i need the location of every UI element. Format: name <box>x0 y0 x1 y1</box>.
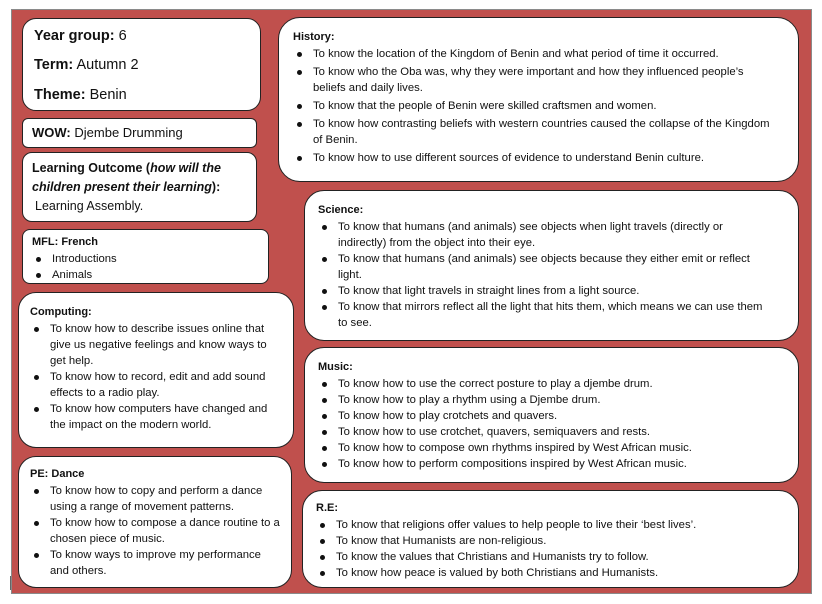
computing-title: Computing: <box>30 306 92 318</box>
list-item: To know how to compose a dance routine to a chosen piece of music. <box>30 515 282 547</box>
learning-outcome-box <box>22 152 257 222</box>
list-item: To know how to play crotchets and quavers. <box>318 408 778 424</box>
year-term-theme-box <box>22 18 261 111</box>
science-box <box>304 190 799 341</box>
learning-outcome-heading <box>32 159 247 197</box>
wow-value: Djembe Drumming <box>74 125 183 140</box>
list-item: To know the location of the Kingdom of Benin and what period of time it occurred. <box>293 46 770 62</box>
list-item: To know who the Oba was, why they were important and how they influenced people’s beliefs and daily lives. <box>293 64 770 96</box>
pe-box <box>18 456 292 588</box>
list-item: To know how to describe issues online that give us negative feelings and know ways to get help. <box>30 321 284 369</box>
mfl-box <box>22 229 269 284</box>
term-line <box>34 55 249 75</box>
list-item: Animals <box>32 267 259 283</box>
wow-label: WOW: <box>32 125 71 140</box>
computing-list <box>30 321 284 433</box>
list-item: To know ways to improve my performance and others. <box>30 547 282 579</box>
list-item: To know that religions offer values to help people to live their ‘best lives’. <box>316 517 778 533</box>
list-item: To know how to compose own rhythms inspired by West African music. <box>318 440 778 456</box>
list-item: To know how to copy and perform a dance using a range of movement patterns. <box>30 483 282 515</box>
theme-line <box>34 85 249 105</box>
wow-line <box>32 124 247 142</box>
history-list <box>293 46 770 166</box>
list-item: To know how to use the correct posture to play a djembe drum. <box>318 376 778 392</box>
list-item: To know how computers have changed and the impact on the modern world. <box>30 401 284 433</box>
theme-label: Theme: <box>34 87 86 103</box>
list-item: To know that mirrors reflect all the light that hits them, which means we can use them to see. <box>318 299 764 331</box>
list-item: To know how peace is valued by both Christians and Humanists. <box>316 565 778 581</box>
science-title: Science: <box>318 204 364 216</box>
mfl-list <box>32 251 259 283</box>
list-item: To know how contrasting beliefs with western countries caused the collapse of the Kingdom of Benin. <box>293 116 770 148</box>
music-box <box>304 347 799 483</box>
music-list <box>318 376 778 472</box>
theme-value: Benin <box>89 87 127 103</box>
pe-title: PE: Dance <box>30 468 85 480</box>
list-item: To know how to perform compositions inspired by West African music. <box>318 456 778 472</box>
computing-box <box>18 292 294 448</box>
list-item: To know how to record, edit and add sound effects to a radio play. <box>30 369 284 401</box>
list-item: To know that the people of Benin were skilled craftsmen and women. <box>293 98 770 114</box>
list-item: To know how to play a rhythm using a Djembe drum. <box>318 392 778 408</box>
mfl-title: MFL: French <box>32 236 98 248</box>
learning-outcome-label-italic: how will the children present their learning <box>32 161 221 194</box>
list-item: To know that light travels in straight lines from a light source. <box>318 283 764 299</box>
list-item: To know how to use different sources of evidence to understand Benin culture. <box>293 150 770 166</box>
wow-box <box>22 118 257 148</box>
list-item: To know the values that Christians and Humanists try to follow. <box>316 549 778 565</box>
re-box <box>302 490 799 588</box>
music-title: Music: <box>318 361 353 373</box>
page-edge-mark <box>10 576 11 590</box>
year-group-label: Year group: <box>34 28 115 44</box>
list-item: To know how to use crotchet, quavers, semiquavers and rests. <box>318 424 778 440</box>
science-list <box>318 219 764 331</box>
list-item: Introductions <box>32 251 259 267</box>
history-title: History: <box>293 31 335 43</box>
pe-list <box>30 483 282 579</box>
list-item: To know that Humanists are non-religious. <box>316 533 778 549</box>
term-value: Autumn 2 <box>76 57 139 73</box>
year-group-value: 6 <box>118 28 127 44</box>
year-group-line <box>34 26 249 46</box>
history-box <box>278 17 799 182</box>
re-list <box>316 517 778 581</box>
term-label: Term: <box>34 57 74 73</box>
list-item: To know that humans (and animals) see objects because they either emit or reflect light. <box>318 251 764 283</box>
learning-outcome-label: Learning Outcome ( <box>32 161 151 175</box>
learning-outcome-label-end: ): <box>211 180 221 194</box>
learning-outcome-value: Learning Assembly. <box>35 199 144 213</box>
list-item: To know that humans (and animals) see objects when light travels (directly or indirectly) from the object into their eye. <box>318 219 764 251</box>
re-title: R.E: <box>316 502 338 514</box>
